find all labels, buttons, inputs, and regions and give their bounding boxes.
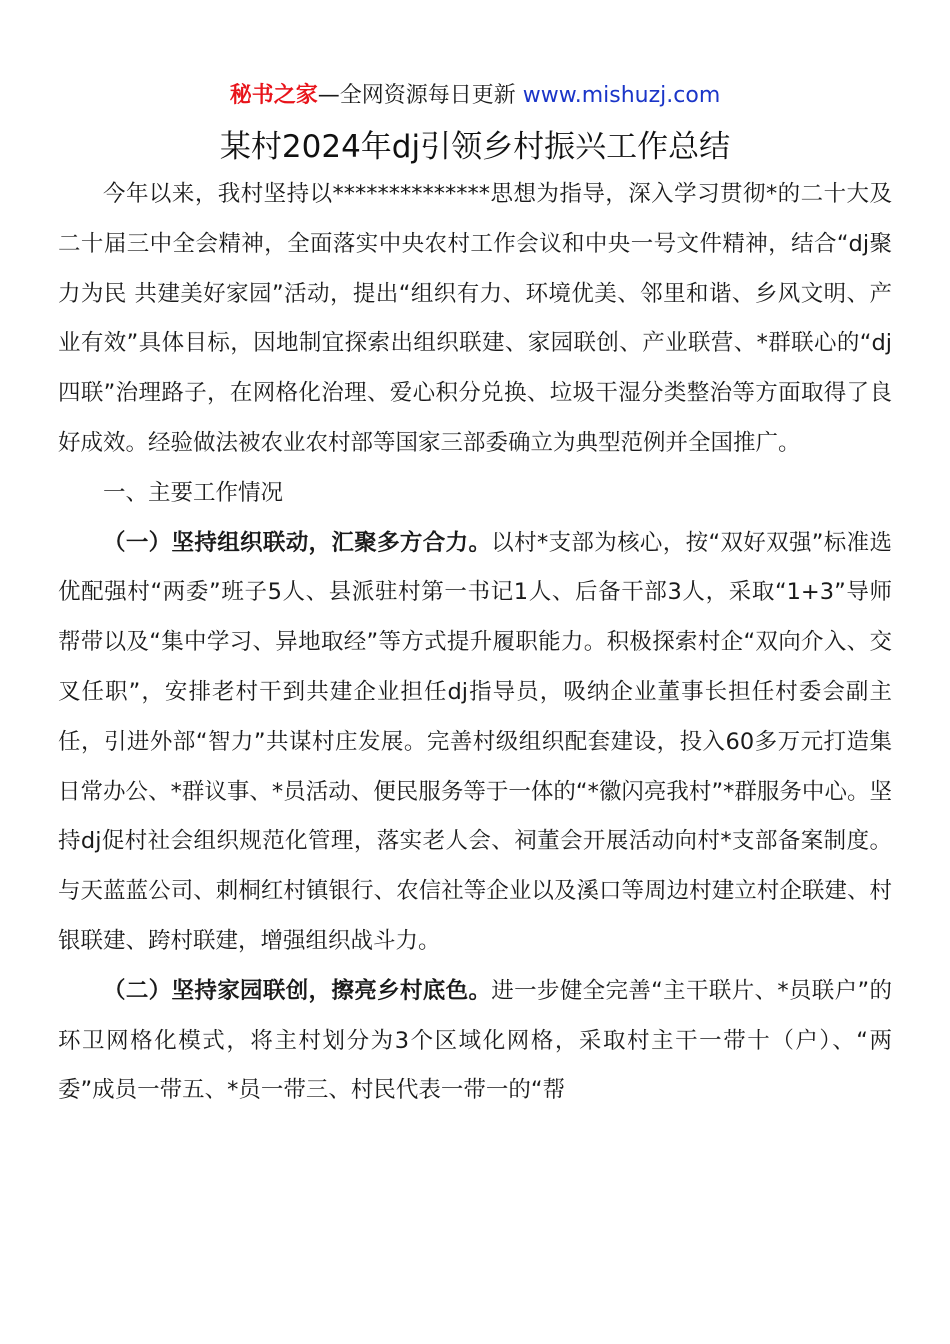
site-header — [0, 80, 950, 112]
section-heading: 一、主要工作情况 — [103, 479, 284, 506]
site-brand: 秘书之家 — [229, 83, 318, 108]
subsection-heading-1: （一）坚持组织联动，汇聚多方合力。 — [103, 529, 492, 556]
section-paragraph-2 — [58, 967, 892, 1116]
site-tagline: —全网资源每日更新 — [317, 83, 523, 108]
section-paragraph-1 — [58, 519, 892, 967]
intro-paragraph: 今年以来，我村坚持以**************思想为指导，深入学习贯彻*的二十大及二十届三中全会精神，全面落实中央农村工作会议和中央一号文件精神，结合“dj聚力为民 共建美好家园”活动，提出“组织有力、环境优美、邻里和谐、乡风文明、产业有效”具体目标，因地制宜探索出组织联建、家园联创、产业联营、*群联心的“dj四联”治理路子，在网格化治理、爱心积分兑换、垃圾干湿分类整治等方面取得了良好成效。经验做法被农业农村部等国家三部委确立为典型范例并全国推广。 — [58, 181, 892, 456]
subsection-text-2: 进一步健全完善“主干联片、*员联户”的环卫网格化模式，将主村划分为3个区域化网格，采取村主干一带十（户）、“两委”成员一带五、*员一带三、村民代表一带一的“帮 — [58, 977, 892, 1104]
site-url-link[interactable]: www.mishuzj.com — [522, 83, 721, 108]
subsection-heading-2: （二）坚持家园联创，擦亮乡村底色。 — [103, 977, 492, 1004]
document-body — [58, 170, 892, 1116]
document-title: 某村2024年dj引领乡村振兴工作总结 — [219, 129, 731, 165]
subsection-text-1: 以村*支部为核心，按“双好双强”标准选优配强村“两委”班子5人、县派驻村第一书记1人、后备干部3人，采取“1+3”导师帮带以及“集中学习、异地取经”等方式提升履职能力。积极探索村企“双向介入、交叉任职”，安排老村干到共建企业担任dj指导员，吸纳企业董事长担任村委会副主任，引进外部“智力”共谋村庄发展。完善村级组织配套建设，投入60多万元打造集日常办公、*群议事、*员活动、便民服务等于一体的“*徽闪亮我村”*群服务中心。坚持dj促村社会组织规范化管理，落实老人会、祠董会开展活动向村*支部备案制度。与天蓝蓝公司、刺桐红村镇银行、农信社等企业以及溪口等周边村建立村企联建、村银联建、跨村联建，增强组织战斗力。 — [58, 529, 892, 954]
